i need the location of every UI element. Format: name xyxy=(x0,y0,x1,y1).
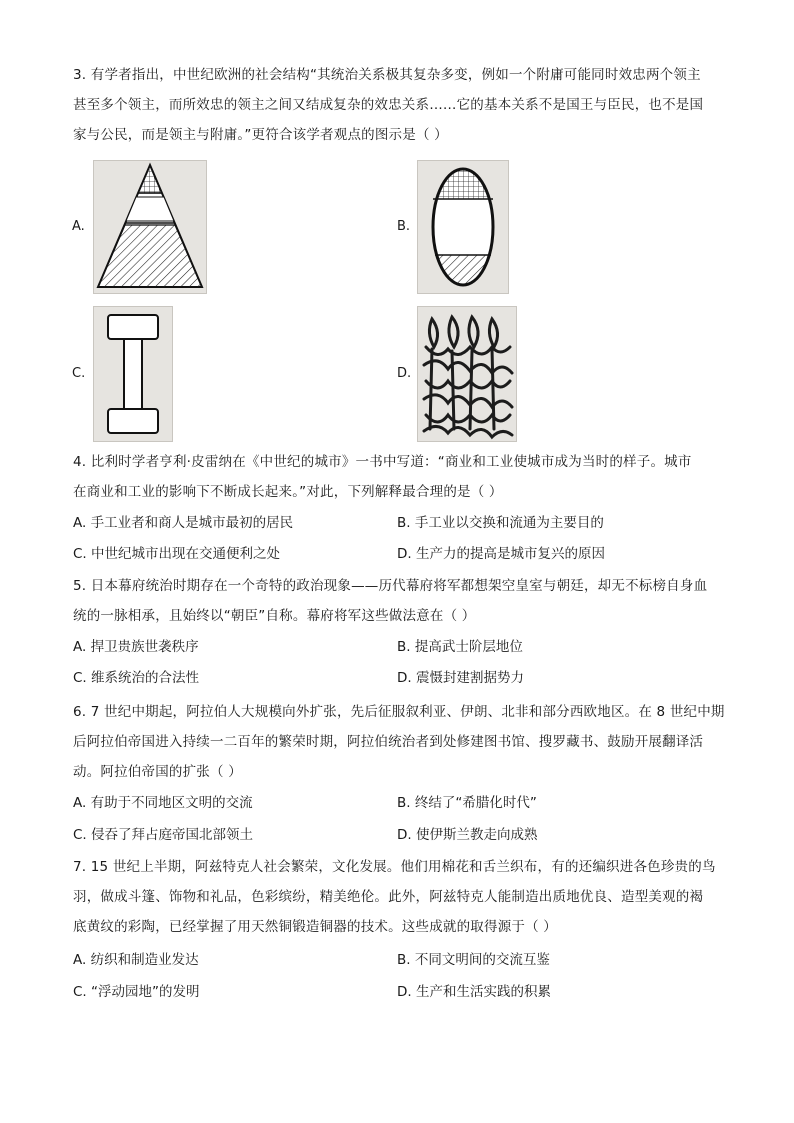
q6-option-c[interactable]: C. 侵吞了拜占庭帝国北部领土 xyxy=(73,827,254,843)
q5-text-line-2: 统的一脉相承，且始终以“朝臣”自称。幕府将军这些做法意在（ ） xyxy=(73,608,476,624)
q7-text-line-2: 羽，做成斗篷、饰物和礼品，色彩缤纷，精美绝伦。此外，阿兹特克人能制造出质地优良、造型美观的褐 xyxy=(73,889,704,905)
q5-option-c[interactable]: C. 维系统治的合法性 xyxy=(73,670,200,686)
dumbbell-icon xyxy=(93,306,173,442)
q7-text-line-1: 7. 15 世纪上半期，阿兹特克人社会繁荣，文化发展。他们用棉花和舌兰织布，有的还编织进各色珍贵的鸟 xyxy=(73,859,716,875)
q3-option-b-label: B. xyxy=(397,219,411,234)
q5-option-b[interactable]: B. 提高武士阶层地位 xyxy=(397,639,523,655)
q7-text-line-3: 底黄纹的彩陶，已经掌握了用天然铜锻造铜器的技术。这些成就的取得源于（ ） xyxy=(73,919,557,935)
oval-icon xyxy=(417,160,509,294)
q4-text-line-2: 在商业和工业的影响下不断成长起来。”对此，下列解释最合理的是（ ） xyxy=(73,484,503,500)
q3-option-a-label: A. xyxy=(72,219,85,234)
interlocking-chains-icon xyxy=(417,306,517,442)
q6-text-line-2: 后阿拉伯帝国进入持续一二百年的繁荣时期，阿拉伯统治者到处修建图书馆、搜罗藏书、鼓励开展翻译活 xyxy=(73,734,704,750)
q4-option-d[interactable]: D. 生产力的提高是城市复兴的原因 xyxy=(397,546,605,562)
q4-text-line-1: 4. 比利时学者亨利·皮雷纳在《中世纪的城市》一书中写道：“商业和工业使城市成为当时的样子。城市 xyxy=(73,454,692,470)
q7-option-d[interactable]: D. 生产和生活实践的积累 xyxy=(397,984,551,1000)
q6-option-d[interactable]: D. 使伊斯兰教走向成熟 xyxy=(397,827,538,843)
q7-option-a[interactable]: A. 纺织和制造业发达 xyxy=(73,952,199,968)
q4-option-b[interactable]: B. 手工业以交换和流通为主要目的 xyxy=(397,515,604,531)
q6-option-a[interactable]: A. 有助于不同地区文明的交流 xyxy=(73,795,253,811)
q3-text-line-1: 3. 有学者指出，中世纪欧洲的社会结构“其统治关系极其复杂多变，例如一个附庸可能同时效忠两个领主 xyxy=(73,67,701,83)
q7-option-b[interactable]: B. 不同文明间的交流互鉴 xyxy=(397,952,550,968)
q4-option-c[interactable]: C. 中世纪城市出现在交通便利之处 xyxy=(73,546,281,562)
q6-text-line-1: 6. 7 世纪中期起，阿拉伯人大规模向外扩张，先后征服叙利亚、伊朗、北非和部分西欧地区。在 8 世纪中期 xyxy=(73,704,725,720)
q5-option-a[interactable]: A. 捍卫贵族世袭秩序 xyxy=(73,639,199,655)
q6-option-b[interactable]: B. 终结了“希腊化时代” xyxy=(397,795,537,811)
q3-option-c-label: C. xyxy=(72,366,86,381)
q4-option-a[interactable]: A. 手工业者和商人是城市最初的居民 xyxy=(73,515,294,531)
pyramid-icon xyxy=(93,160,207,294)
q3-text-line-2: 甚至多个领主，而所效忠的领主之间又结成复杂的效忠关系……它的基本关系不是国王与臣民，也不是国 xyxy=(73,97,704,113)
q5-option-d[interactable]: D. 震慑封建割据势力 xyxy=(397,670,524,686)
q3-text-line-3: 家与公民，而是领主与附庸。”更符合该学者观点的图示是（ ） xyxy=(73,127,448,143)
q6-text-line-3: 动。阿拉伯帝国的扩张（ ） xyxy=(73,764,242,780)
q5-text-line-1: 5. 日本幕府统治时期存在一个奇特的政治现象——历代幕府将军都想架空皇室与朝廷，却无不标榜自身血 xyxy=(73,578,708,594)
q3-option-d-label: D. xyxy=(397,366,412,381)
q7-option-c[interactable]: C. “浮动园地”的发明 xyxy=(73,984,200,1000)
